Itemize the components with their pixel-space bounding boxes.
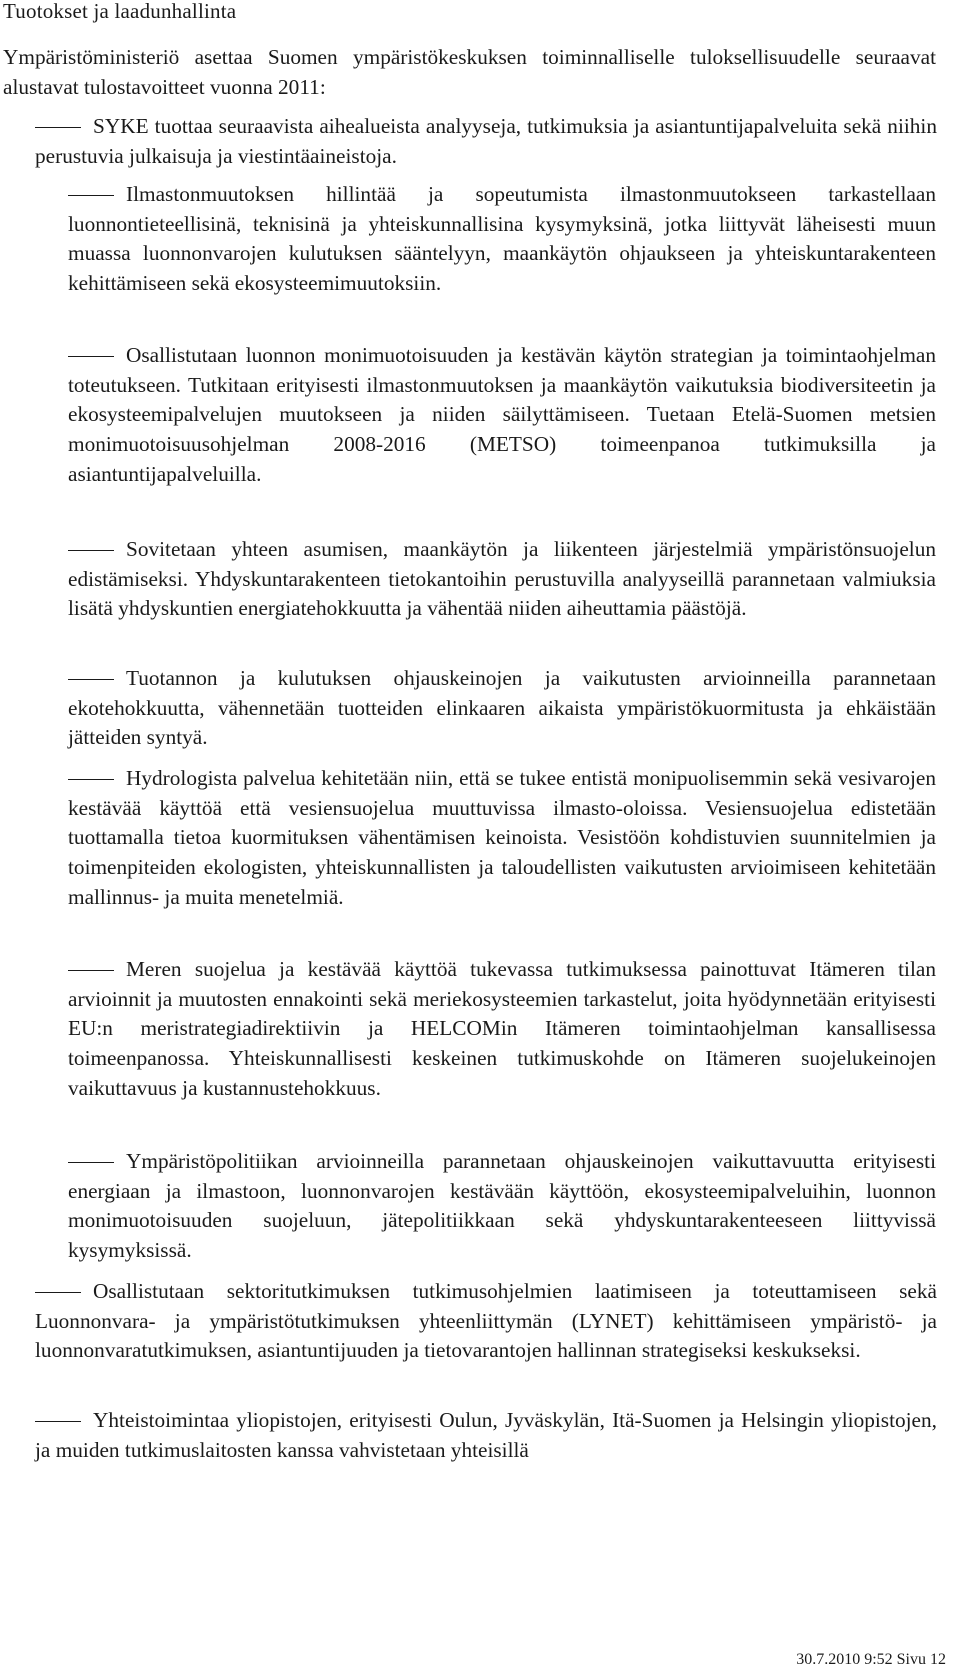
sub-list-item: [68, 955, 936, 1104]
list-item-text: Yhteistoimintaa yliopistojen, erityisesti Oulun, Jyväskylän, Itä-Suomen ja Helsingin yliopistojen, ja muiden tutkimuslaitosten kanssa vahvistetaan yhteisillä: [35, 1408, 937, 1462]
list-item-text: Hydrologista palvelua kehitetään niin, että se tukee entistä monipuolisemmin sekä vesivarojen kestävää käyttöä että vesiensuojelua muuttuvissa ilmasto-oloissa. Vesiensuojelua edistetään tuottamalla tietoa kuormituksen vähentämisen keinoista. Vesistöön kohdistuvien suunnitelmien ja toimenpiteiden ekologisten, yhteiskunnallisten ja taloudellisten vaikutusten arvioimiseen kehitetään mallinnus- ja muita menetelmiä.: [68, 766, 936, 909]
sub-list-item: [68, 341, 936, 490]
list-item-text: Osallistutaan luonnon monimuotoisuuden ja kestävän käytön strategian ja toimintaohjelman toteutukseen. Tutkitaan erityisesti ilmastonmuutoksen ja maankäytön vaikutuksia biodiversiteetin ja ekosysteemipalvelujen muutokseen ja niiden säilyttämiseen. Tuetaan Etelä-Suomen metsien monimuotoisuusohjelman 2008-2016 (METSO) toimeenpanoa tutkimuksilla ja asiantuntijapalveluilla.: [68, 343, 936, 486]
list-item-text: Ympäristöpolitiikan arvioinneilla parannetaan ohjauskeinojen vaikuttavuutta erityisesti energiaan ja ilmastoon, luonnonvarojen kestävään käyttöön, ekosysteemipalveluihin, luonnon monimuotoisuuden suojeluun, jätepolitiikkaan sekä yhdyskuntarakenteeseen liittyvissä kysymyksissä.: [68, 1149, 936, 1263]
dash-bullet: [68, 356, 114, 357]
sub-list-item: [68, 1147, 936, 1266]
dash-bullet: [68, 1162, 114, 1163]
dash-bullet: [35, 1292, 81, 1293]
list-item-text: Tuotannon ja kulutuksen ohjauskeinojen ja vaikutusten arvioinneilla parannetaan ekotehokkuutta, vähennetään tuotteiden elinkaaren aikaista ympäristökuormitusta ja ehkäistään jätteiden syntyä.: [68, 666, 936, 750]
sub-list-item: [68, 535, 936, 624]
dash-bullet: [35, 127, 81, 128]
dash-bullet: [68, 550, 114, 551]
intro-paragraph: Ympäristöministeriö asettaa Suomen ympäristökeskuksen toiminnalliselle tuloksellisuudelle seuraavat alustavat tulostavoitteet vuonna 2011:: [3, 45, 936, 99]
dash-bullet: [68, 970, 114, 971]
dash-bullet: [68, 679, 114, 680]
list-item: [35, 1406, 937, 1465]
list-item-text: Sovitetaan yhteen asumisen, maankäytön ja liikenteen järjestelmiä ympäristönsuojelun edistämiseksi. Yhdyskuntarakenteen tietokantoihin perustuvilla analyyseillä parannetaan valmiuksia lisätä yhdyskuntien energiatehokkuutta ja vähentää niiden aiheuttamia päästöjä.: [68, 537, 936, 621]
list-item-text: Ilmastonmuutoksen hillintää ja sopeutumista ilmastonmuutokseen tarkastellaan luonnontieteellisinä, teknisinä ja yhteiskunnallisina kysymyksinä, jotka liittyvät läheisesti muun muassa luonnonvarojen kulutuksen sääntelyyn, maankäytön ohjaukseen ja yhteiskuntarakenteen kehittämiseen sekä ekosysteemimuutoksiin.: [68, 182, 936, 296]
list-item: [35, 112, 937, 171]
dash-bullet: [35, 1421, 81, 1422]
dash-bullet: [68, 779, 114, 780]
print-footer-stamp: 30.7.2010 9:52 Sivu 12: [796, 1651, 946, 1668]
section-heading: Tuotokset ja laadunhallinta: [3, 0, 237, 23]
list-item-text: Meren suojelua ja kestävää käyttöä tukevassa tutkimuksessa painottuvat Itämeren tilan arvioinnit ja muutosten ennakointi sekä meriekosysteemien tarkastelut, joita hyödynnetään erityisesti EU:n meristrategiadirektiivin ja HELCOMin Itämeren toimintaohjelman kansallisessa toimeenpanossa. Yhteiskunnallisesti keskeinen tutkimuskohde on Itämeren suojelukeinojen vaikuttavuus ja kustannustehokkuus.: [68, 957, 936, 1100]
list-item-text: SYKE tuottaa seuraavista aihealueista analyyseja, tutkimuksia ja asiantuntijapalveluita sekä niihin perustuvia julkaisuja ja viestintäaineistoja.: [35, 114, 937, 168]
dash-bullet: [68, 195, 114, 196]
sub-list-item: [68, 764, 936, 913]
list-item: [35, 1277, 937, 1366]
sub-list-item: [68, 180, 936, 299]
list-item-text: Osallistutaan sektoritutkimuksen tutkimusohjelmien laatimiseen ja toteuttamiseen sekä Luonnonvara- ja ympäristötutkimuksen yhteenliittymän (LYNET) kehittämiseen ympäristö- ja luonnonvaratutkimuksen, asiantuntijuuden ja tietovarantojen hallinnan strategiseksi keskukseksi.: [35, 1279, 937, 1363]
sub-list-item: [68, 664, 936, 753]
